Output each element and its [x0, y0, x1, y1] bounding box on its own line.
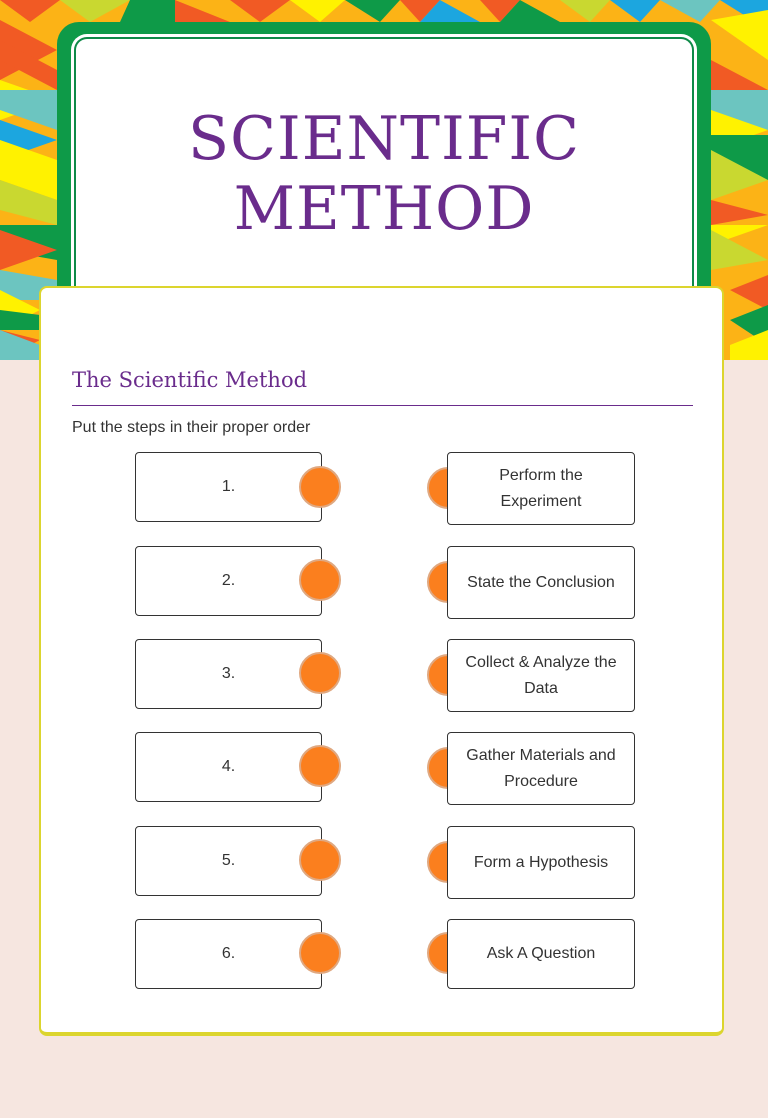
title-line-1: SCIENTIFIC: [188, 104, 580, 174]
step-number: 4.: [221, 758, 236, 775]
section-title: The Scientific Method: [72, 368, 308, 392]
answer-label: Perform the Experiment: [499, 466, 583, 510]
step-number: 6.: [221, 945, 236, 962]
step-number: 1.: [221, 478, 236, 495]
left-connector-dot-3[interactable]: [299, 652, 341, 694]
step-slot-1[interactable]: [135, 452, 322, 522]
page-title: [71, 104, 697, 244]
answer-card-4[interactable]: [447, 732, 635, 805]
left-connector-dot-5[interactable]: [299, 839, 341, 881]
left-connector-dot-2[interactable]: [299, 559, 341, 601]
title-line-2: METHOD: [233, 174, 535, 244]
section-divider: [72, 405, 693, 406]
answer-label: Form a Hypothesis: [473, 853, 609, 871]
step-number: 3.: [221, 665, 236, 682]
step-number: 5.: [221, 852, 236, 869]
step-slot-5[interactable]: [135, 826, 322, 896]
left-connector-dot-6[interactable]: [299, 932, 341, 974]
answer-card-1[interactable]: [447, 452, 635, 525]
answer-card-3[interactable]: [447, 639, 635, 712]
step-number: 2.: [221, 572, 236, 589]
step-slot-6[interactable]: [135, 919, 322, 989]
answer-label: State the Conclusion: [467, 573, 615, 591]
instructions-text: Put the steps in their proper order: [72, 419, 311, 436]
answer-label: Gather Materials and Procedure: [466, 746, 616, 790]
left-connector-dot-1[interactable]: [299, 466, 341, 508]
step-slot-2[interactable]: [135, 546, 322, 616]
answer-label: Collect & Analyze the Data: [465, 653, 617, 697]
answer-card-5[interactable]: [447, 826, 635, 899]
worksheet-card: [39, 286, 724, 1036]
answer-card-2[interactable]: [447, 546, 635, 619]
answer-card-6[interactable]: [447, 919, 635, 989]
left-connector-dot-4[interactable]: [299, 745, 341, 787]
step-slot-3[interactable]: [135, 639, 322, 709]
answer-label: Ask A Question: [486, 945, 596, 962]
step-slot-4[interactable]: [135, 732, 322, 802]
